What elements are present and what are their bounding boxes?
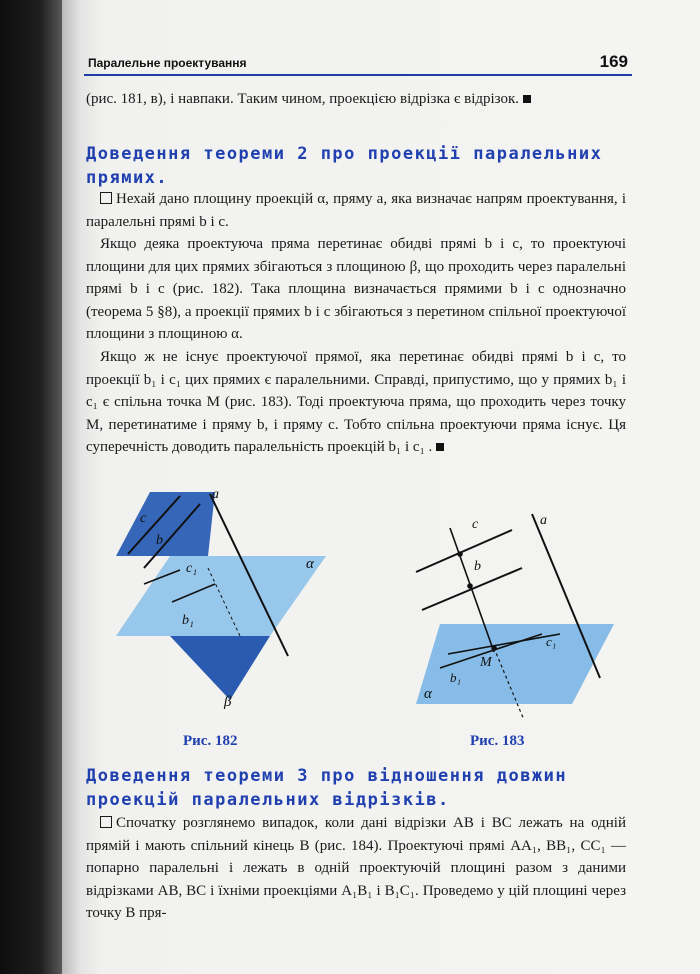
section2-p1-text: Спочатку розглянемо випадок, коли дані відрізки AB і BC лежать на одній прямій і мають спільний кінець B (рис. 184). Проектуючі прямі AA₁, BB₁, CC₁ — попарно паралельні і лежать в одній проектуючій площині разом з даними відрізками AB, BC і їхніми проекціями A₁B₁ і B₁C₁. Проведемо у цій площині через точку B пря- [86,815,626,921]
point-c [457,551,463,557]
point-b [467,583,473,589]
qed-icon [523,95,531,103]
section2-paragraph-1 [86,812,626,930]
label-beta: β [224,694,232,710]
label-c: c [472,517,479,532]
label-b: b [156,533,163,548]
running-header [84,52,632,76]
plane-beta-lower [170,636,270,700]
figure-183 [400,508,630,724]
section1-p3-text: Якщо ж не існує проектуючої прямої, яка перетинає обидві прямі b і c, то проекції b₁ і c₁ цих прямих є паралельними. Справді, припустимо, що у прямих b₁ і c₁ є спільна точка M (рис. 183). Тоді проектуюча пряма, що проходить через точку M, перетинатиме і пряму b, і пряму c. Тобто спільна проектуючи пряма існує. Ця суперечність доводить паралельність проекцій b₁ і c₁ . [86,349,626,455]
intro-paragraph [86,88,626,111]
label-M: M [480,655,492,670]
label-c1: c₁ [546,634,557,649]
plane-beta-upper [116,492,215,556]
label-c: c [140,511,147,526]
figure-182 [100,484,350,716]
label-b1: b₁ [450,670,462,685]
label-b1: b₁ [182,613,194,628]
proof-start-icon [100,816,112,828]
page-number: 169 [599,52,628,71]
figure-182-caption: Рис. 182 [183,733,238,749]
label-a: a [540,513,547,528]
running-title: Паралельне проектування [88,56,247,70]
label-alpha: α [424,686,432,702]
section1-paragraph-3 [86,346,626,459]
label-c1: c₁ [186,561,198,576]
proof-start-icon [100,192,112,204]
label-alpha: α [306,556,314,572]
section1-paragraph-2: Якщо деяка проектуюча пряма перетинає обидві прямі b і c, то проектуючі площини для цих прямих збігаються з площиною β, що проходить через паралельні прямі b і c (рис. 182). Така площина визначається прямими b і c однозначно (теорема 5 §8), а проекції прямих b і c збігаються з перетином спільної проектуючої площини з площиною α. [86,236,626,342]
section2-heading: Доведення теореми 3 про відношення довжин проекцій паралельних відрізків. [86,766,568,810]
label-a: a [212,487,219,502]
label-b: b [474,559,481,574]
section1-paragraph-1 [86,188,626,233]
qed-icon [436,443,444,451]
intro-text: (рис. 181, в), і навпаки. Таким чином, проекцією відрізка є відрізок. [86,91,520,107]
section1-heading: Доведення теореми 2 про проекції паралельних прямих. [86,144,603,188]
section1-p1-text: Нехай дано площину проекцій α, пряму a, яка визначає напрям проектування, і паралельні прямі b і c. [86,191,626,230]
plane-alpha [416,624,614,704]
figure-183-caption: Рис. 183 [470,733,525,749]
